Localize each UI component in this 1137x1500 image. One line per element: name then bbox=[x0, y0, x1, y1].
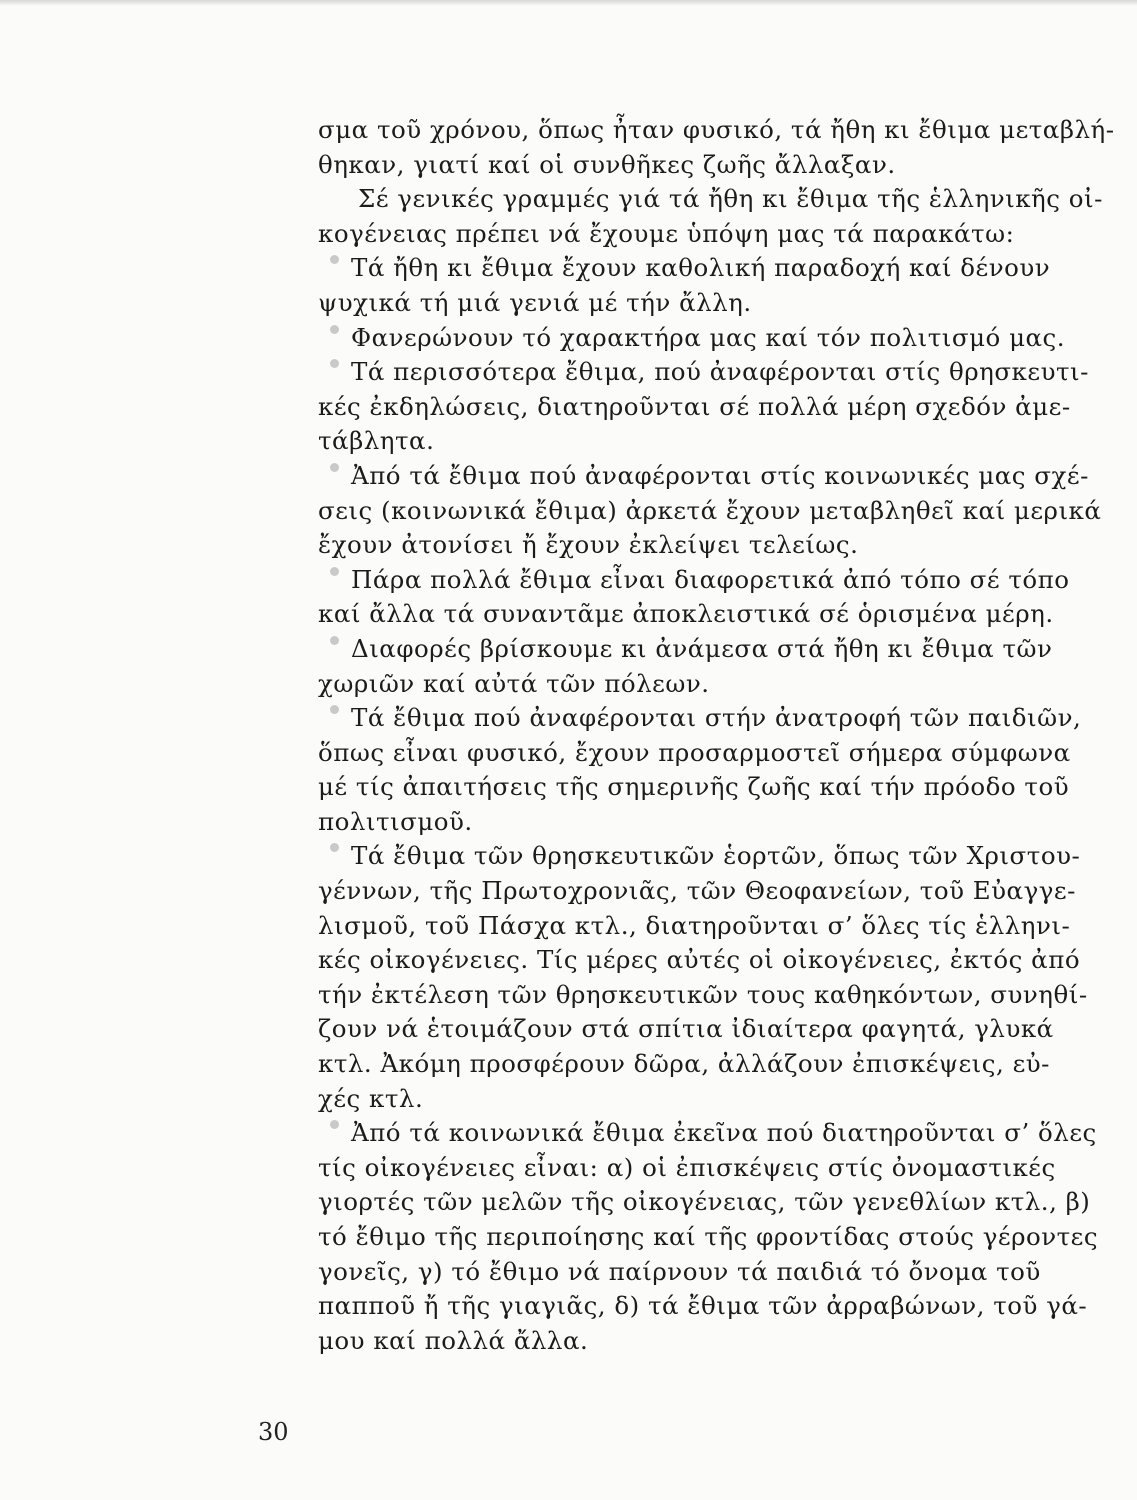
text-line bbox=[318, 978, 1088, 1013]
text-line bbox=[318, 113, 1115, 148]
line-text: χές κτλ. bbox=[318, 1083, 424, 1113]
line-text: ψυχικά τή μιά γενιά μέ τήν ἄλλη. bbox=[318, 287, 752, 317]
text-line bbox=[318, 736, 1078, 771]
line-text: χωριῶν καί αὐτά τῶν πόλεων. bbox=[318, 668, 710, 698]
bullet-text-line bbox=[318, 1116, 1097, 1151]
line-text: Ἀπό τά κοινωνικά ἔθιμα ἐκεῖνα πού διατηροῦνται σ’ ὅλες bbox=[351, 1118, 1097, 1148]
line-text: κές ἐκδηλώσεις, διατηροῦνται σέ πολλά μέρη σχεδόν ἀμε- bbox=[318, 391, 1071, 421]
bullet-dot-icon bbox=[330, 325, 339, 334]
bullet-text-line bbox=[318, 321, 1078, 356]
line-text: τό ἔθιμο τῆς περιποίησης καί τῆς φροντίδας στούς γέροντες bbox=[318, 1222, 1099, 1251]
line-text: σμα τοῦ χρόνου, ὅπως ἦταν φυσικό, τά ἤθη κι ἔθιμα μεταβλή- bbox=[318, 115, 1115, 144]
bullet-dot-icon bbox=[330, 567, 339, 576]
text-line bbox=[318, 909, 1078, 944]
bullet-dot-icon bbox=[330, 255, 339, 264]
text-line bbox=[318, 494, 1102, 529]
bullet-dot-icon bbox=[330, 705, 339, 714]
bullet-dot-icon bbox=[330, 1120, 339, 1129]
line-text: γονεῖς, γ) τό ἔθιμο νά παίρνουν τά παιδιά τό ὄνομα τοῦ bbox=[318, 1256, 1041, 1286]
line-text: Πάρα πολλά ἔθιμα εἶναι διαφορετικά ἀπό τόπο σέ τόπο bbox=[351, 564, 1070, 594]
text-line bbox=[318, 424, 1078, 459]
line-text: ὅπως εἶναι φυσικό, ἔχουν προσαρμοστεῖ σήμερα σύμφωνα bbox=[318, 737, 1071, 767]
text-line bbox=[318, 1324, 1078, 1359]
text-line bbox=[318, 528, 1078, 563]
line-text: παπποῦ ἤ τῆς γιαγιᾶς, δ) τά ἔθιμα τῶν ἀρραβώνων, τοῦ γά- bbox=[318, 1291, 1088, 1321]
line-text: ἔχουν ἀτονίσει ἤ ἔχουν ἐκλείψει τελείως. bbox=[318, 530, 859, 560]
line-text: τήν ἐκτέλεση τῶν θρησκευτικῶν τους καθηκόντων, συνηθί- bbox=[318, 979, 1088, 1009]
line-text: Σέ γενικές γραμμές γιά τά ἤθη κι ἔθιμα τῆς ἑλληνικῆς οἰ- bbox=[358, 184, 1103, 214]
line-text: σεις (κοινωνικά ἔθιμα) ἀρκετά ἔχουν μεταβληθεῖ καί μερικά bbox=[318, 495, 1102, 525]
text-line bbox=[318, 770, 1078, 805]
line-text: μέ τίς ἀπαιτήσεις τῆς σημερινῆς ζωῆς καί τήν πρόοδο τοῦ bbox=[318, 772, 1070, 802]
text-line bbox=[318, 1220, 1099, 1255]
bullet-dot-icon bbox=[330, 636, 339, 645]
line-text: Διαφορές βρίσκουμε κι ἀνάμεσα στά ἤθη κι ἔθιμα τῶν bbox=[351, 633, 1053, 663]
bullet-dot-icon bbox=[330, 359, 339, 368]
text-line bbox=[318, 874, 1078, 909]
text-line bbox=[318, 1012, 1078, 1047]
line-text: καί ἄλλα τά συναντᾶμε ἀποκλειστικά σέ ὁρισμένα μέρη. bbox=[318, 599, 1054, 629]
text-line bbox=[318, 1185, 1091, 1220]
text-line bbox=[318, 667, 1078, 702]
line-text: ζουν νά ἑτοιμάζουν στά σπίτια ἰδιαίτερα φαγητά, γλυκά bbox=[318, 1014, 1054, 1044]
text-line bbox=[318, 943, 1081, 978]
text-line bbox=[318, 148, 1078, 183]
line-text: τάβλητα. bbox=[318, 426, 435, 456]
page-top-edge bbox=[0, 0, 1137, 6]
line-text: κτλ. Ἀκόμη προσφέρουν δῶρα, ἀλλάζουν ἐπισκέψεις, εὐ- bbox=[318, 1049, 1050, 1079]
line-text: Τά ἔθιμα τῶν θρησκευτικῶν ἑορτῶν, ὅπως τῶν Χριστου- bbox=[351, 841, 1081, 871]
bullet-text-line bbox=[318, 839, 1081, 874]
page-number: 30 bbox=[258, 1418, 289, 1446]
line-text: Φανερώνουν τό χαρακτήρα μας καί τόν πολιτισμό μας. bbox=[351, 322, 1066, 352]
line-text: Ἀπό τά ἔθιμα πού ἀναφέρονται στίς κοινωνικές μας σχέ- bbox=[351, 460, 1089, 490]
line-text: Τά ἔθιμα πού ἀναφέρονται στήν ἀνατροφή τῶν παιδιῶν, bbox=[351, 703, 1082, 733]
line-text: γέννων, τῆς Πρωτοχρονιᾶς, τῶν Θεοφανείων, τοῦ Εὐαγγε- bbox=[318, 876, 1076, 906]
bullet-text-line bbox=[318, 251, 1078, 286]
text-line bbox=[318, 1151, 1078, 1186]
text-line bbox=[318, 286, 1078, 321]
text-line bbox=[318, 1289, 1088, 1324]
line-text: κογένειας πρέπει νά ἔχουμε ὑπόψη μας τά παρακάτω: bbox=[318, 218, 1015, 248]
text-line bbox=[318, 1082, 1078, 1117]
text-line bbox=[318, 597, 1078, 632]
line-text: μου καί πολλά ἄλλα. bbox=[318, 1325, 589, 1355]
text-line bbox=[318, 217, 1078, 252]
bullet-text-line bbox=[318, 632, 1078, 667]
text-line bbox=[318, 182, 1103, 217]
line-text: πολιτισμοῦ. bbox=[318, 806, 473, 836]
line-text: τίς οἰκογένειες εἶναι: α) οἱ ἐπισκέψεις στίς ὀνομαστικές bbox=[318, 1152, 1056, 1182]
body-text bbox=[318, 113, 1115, 1358]
text-line bbox=[318, 1047, 1078, 1082]
line-text: Τά ἤθη κι ἔθιμα ἔχουν καθολική παραδοχή καί δένουν bbox=[351, 253, 1051, 283]
line-text: γιορτές τῶν μελῶν τῆς οἰκογένειας, τῶν γενεθλίων κτλ., β) bbox=[318, 1187, 1091, 1217]
bullet-text-line bbox=[318, 355, 1089, 390]
text-line bbox=[318, 390, 1078, 425]
bullet-text-line bbox=[318, 459, 1089, 494]
bullet-dot-icon bbox=[330, 843, 339, 852]
bullet-dot-icon bbox=[330, 463, 339, 472]
bullet-text-line bbox=[318, 701, 1082, 736]
line-text: κές οἰκογένειες. Τίς μέρες αὐτές οἱ οἰκογένειες, ἐκτός ἀπό bbox=[318, 945, 1081, 975]
text-line bbox=[318, 805, 1078, 840]
line-text: θηκαν, γιατί καί οἱ συνθῆκες ζωῆς ἄλλαξαν. bbox=[318, 149, 896, 179]
text-line bbox=[318, 1255, 1078, 1290]
bullet-text-line bbox=[318, 563, 1078, 598]
line-text: λισμοῦ, τοῦ Πάσχα κτλ., διατηροῦνται σ’ ὅλες τίς ἑλληνι- bbox=[318, 910, 1071, 940]
line-text: Τά περισσότερα ἔθιμα, πού ἀναφέρονται στίς θρησκευτι- bbox=[351, 357, 1089, 387]
